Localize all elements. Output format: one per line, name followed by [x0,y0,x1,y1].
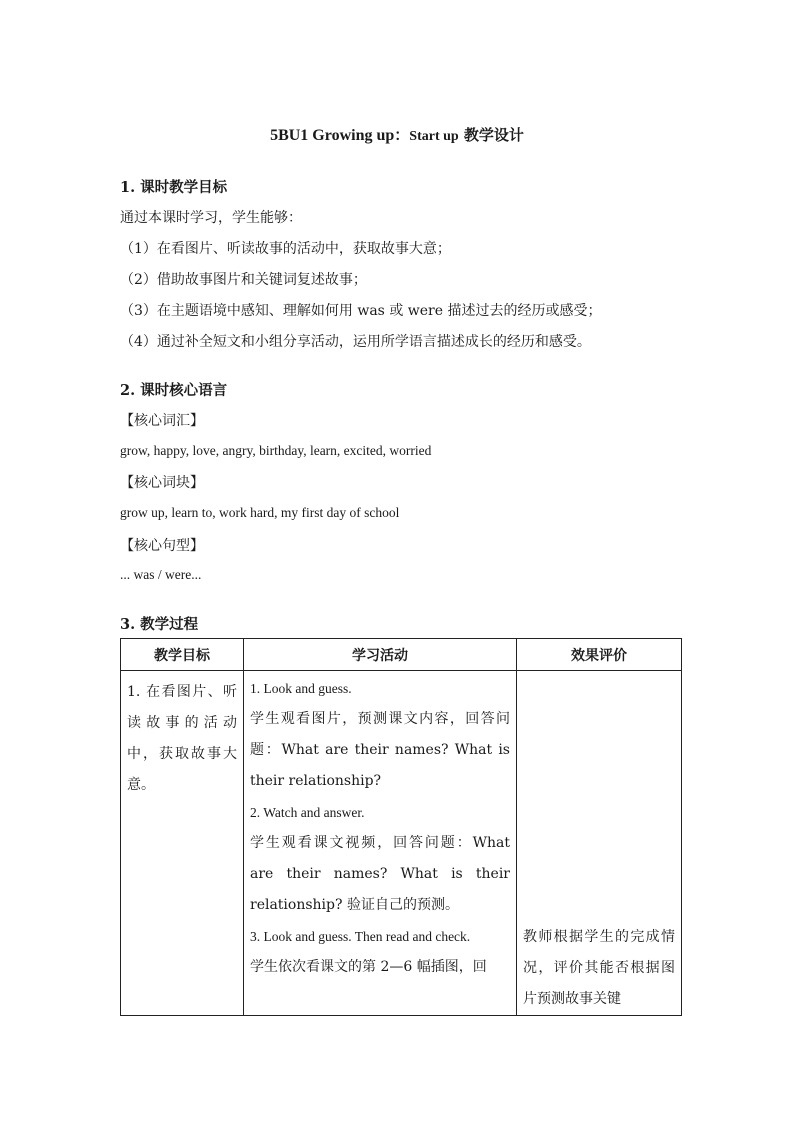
table-header-row [121,639,682,671]
activities-cell [244,671,517,1016]
title-sub: Start up [409,129,459,144]
section3-heading: 3. 教学过程 [120,616,199,633]
activity-line: 学生观看图片，预测课文内容，回答问题：What are their names? What is their relationship? [250,711,510,789]
vocab-list: grow, happy, love, angry, birthday, learn, excited, worried [120,443,432,458]
goal-cell: 1. 在看图片、听读故事的活动中，获取故事大意。 [121,671,244,1016]
title-main: 5BU1 Growing up [270,127,395,144]
activity-line: 2. Watch and answer. [250,805,365,820]
chunks-list: grow up, learn to, work hard, my first day of school [120,505,400,520]
pattern-label: 【核心句型】 [120,538,204,554]
evaluation-text: 教师根据学生的完成情况，评价其能否根据图片预测故事关键 [523,929,675,1007]
vocab-label: 【核心词汇】 [120,413,204,429]
document-title [0,124,794,145]
activity-line: 1. Look and guess. [250,681,352,696]
chunks-label: 【核心词块】 [120,475,204,491]
section1-heading: 1. 课时教学目标 [120,179,228,196]
objective-item-3: （3）在主题语境中感知、理解如何用 was 或 were 描述过去的经历或感受； [120,303,602,319]
header-evaluation: 效果评价 [517,639,682,671]
activity-line: 3. Look and guess. Then read and check. [250,929,471,944]
objective-item-2: （2）借助故事图片和关键词复述故事； [120,272,367,288]
objective-item-4: （4）通过补全短文和小组分享活动，运用所学语言描述成长的经历和感受。 [120,334,591,350]
section2-heading: 2. 课时核心语言 [120,382,228,399]
activity-line: 学生依次看课文的第 2—6 幅插图，回 [250,959,487,975]
section1-intro: 通过本课时学习，学生能够： [120,210,302,226]
teaching-process-table [120,638,682,1016]
evaluation-cell [517,671,682,1016]
title-suffix: 教学设计 [458,126,524,144]
objective-item-1: （1）在看图片、听读故事的活动中，获取故事大意； [120,241,451,257]
activity-line: 学生观看课文视频，回答问题：What are their names? What is their relationship? 验证自己的预测。 [250,835,510,913]
title-separator: ： [394,126,410,144]
header-activities: 学习活动 [244,639,517,671]
header-goal: 教学目标 [121,639,244,671]
table-row [121,671,682,1016]
pattern-text: ... was / were... [120,567,202,582]
